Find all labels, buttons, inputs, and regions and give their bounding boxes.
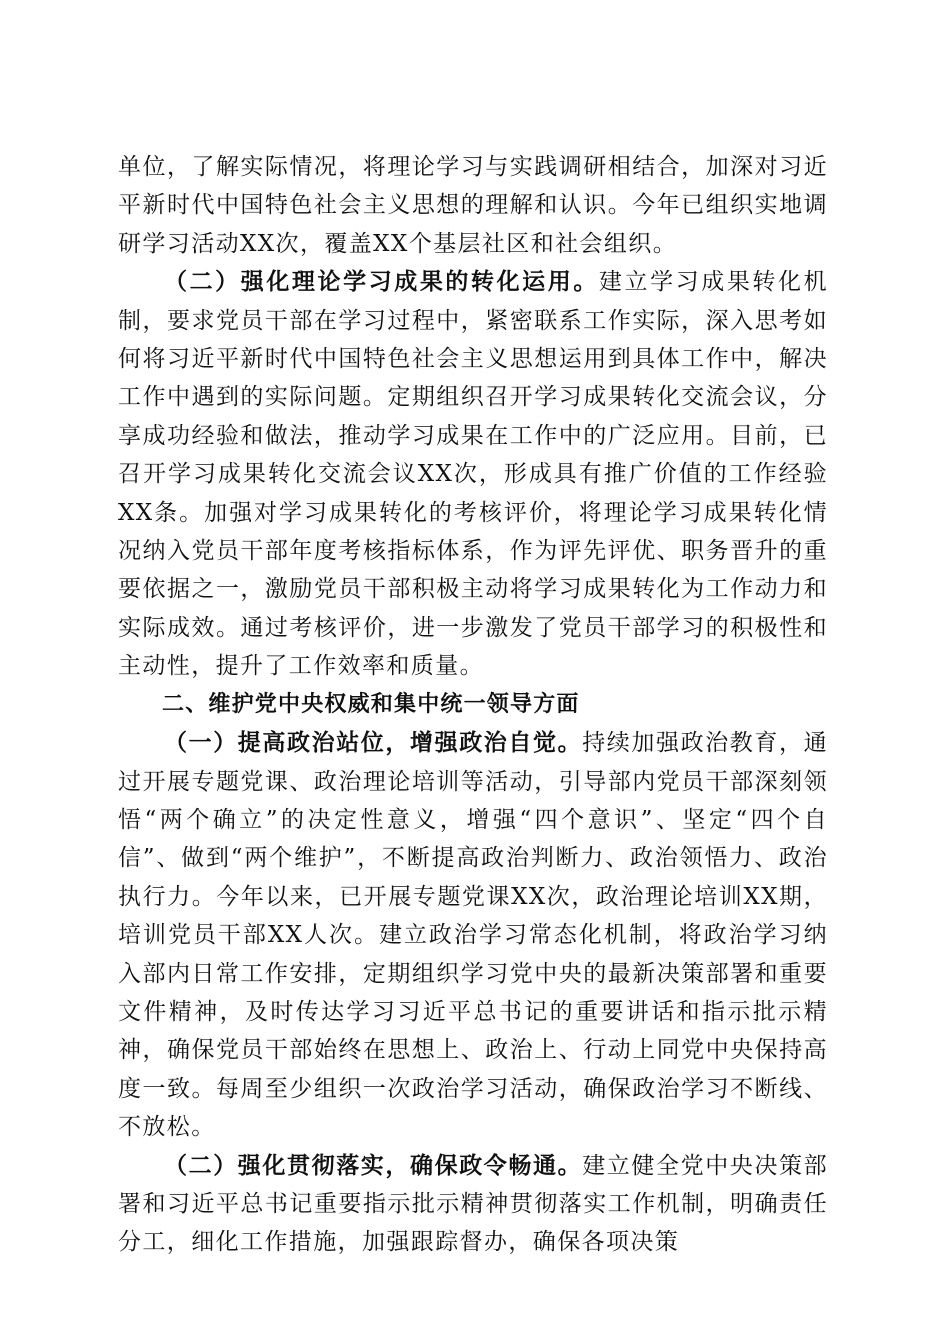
subsection-heading: （二）强化贯彻落实，确保政令畅通。 (164, 1151, 583, 1179)
paragraph-text: 持续加强政治教育，通过开展专题党课、政治理论培训等活动，引导部内党员干部深刻领悟“两个确立”的决定性意义，增强“四个意识”、坚定“四个自信”、做到“两个维护”，不断提高政治判断力、政治领悟力、政治执行力。今年以来，已开展专题党课XX次，政治理论培训XX期，培训党员干部XX人次。建立政治学习常态化机制，将政治学习纳入部内日常工作安排，定期组织学习党中央的最新决策部署和重要文件精神，及时传达学习习近平总书记的重要讲话和指示批示精神，确保党员干部始终在思想上、政治上、行动上同党中央保持高度一致。每周至少组织一次政治学习活动，确保政治学习不断线、不放松。 (118, 730, 828, 1141)
paragraph-text: 建立学习成果转化机制，要求党员干部在学习过程中，紧密联系工作实际，深入思考如何将习近平新时代中国特色社会主义思想运用到具体工作中，解决工作中遇到的实际问题。定期组织召开学习成果转化交流会议，分享成功经验和做法，推动学习成果在工作中的广泛应用。目前，已召开学习成果转化交流会议XX次，形成具有推广价值的工作经验XX条。加强对学习成果转化的考核评价，将理论学习成果转化情况纳入党员干部年度考核指标体系，作为评先评优、职务晋升的重要依据之一，激励党员干部积极主动将学习成果转化为工作动力和实际成效。通过考核评价，进一步激发了党员干部学习的积极性和主动性，提升了工作效率和质量。 (118, 269, 828, 680)
paragraph-continued (118, 148, 828, 263)
paragraph-text: 建立健全党中央决策部署和习近平总书记重要指示批示精神贯彻落实工作机制，明确责任分工，细化工作措施，加强跟踪督办，确保各项决策 (118, 1152, 828, 1256)
paragraph-theory-transformation (118, 263, 828, 685)
paragraph-text: 单位，了解实际情况，将理论学习与实践调研相结合，加深对习近平新时代中国特色社会主义思想的理解和认识。今年已组织实地调研学习活动XX次，覆盖XX个基层社区和社会组织。 (118, 154, 828, 257)
subsection-heading: （一）提高政治站位，增强政治自觉。 (164, 729, 583, 757)
section-heading: 二、维护党中央权威和集中统一领导方面 (162, 691, 580, 717)
paragraph-political-stance (118, 724, 828, 1146)
document-body (118, 148, 828, 1262)
paragraph-implementation (118, 1147, 828, 1262)
subsection-heading: （二）强化理论学习成果的转化运用。 (164, 268, 599, 296)
